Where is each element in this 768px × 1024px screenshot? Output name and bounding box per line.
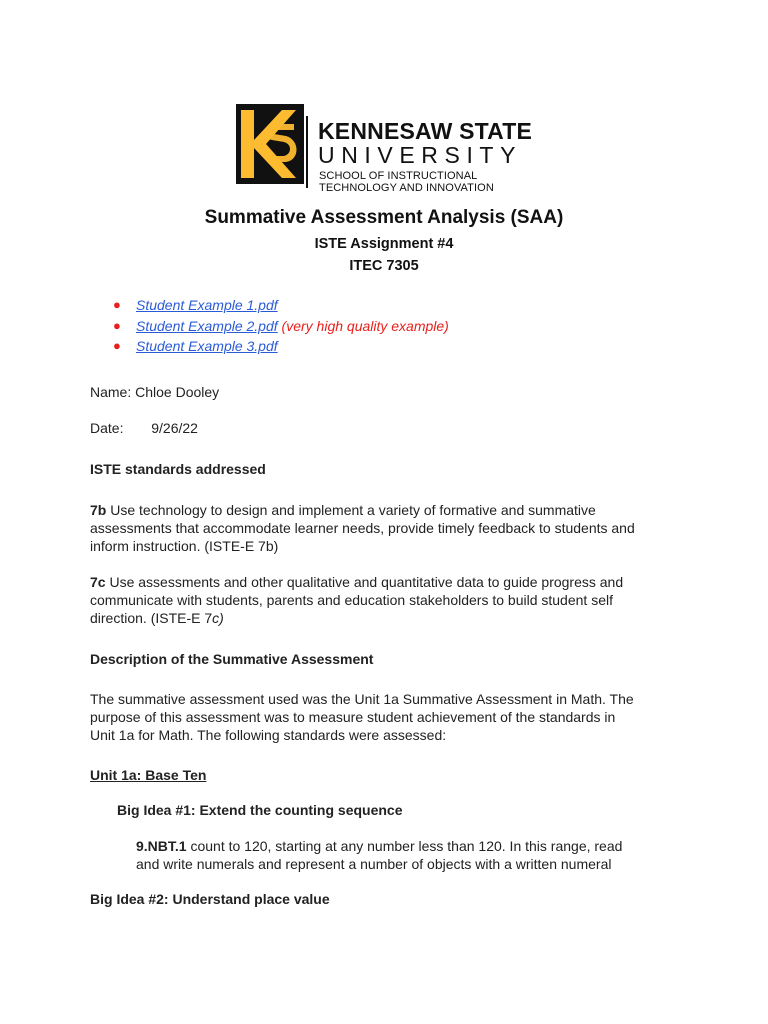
course-subtitle: ITEC 7305 <box>349 258 419 274</box>
logo-name: KENNESAW STATE <box>318 118 533 144</box>
standard-code: 9.NBT.1 <box>136 838 187 854</box>
big-idea-2: Big Idea #2: Understand place value <box>90 891 330 907</box>
name-line <box>90 383 690 401</box>
description-body <box>90 690 690 744</box>
standards-heading: ISTE standards addressed <box>90 461 266 477</box>
standard-text: and write numerals and represent a number of objects with a written numeral <box>136 856 612 872</box>
example-link-3[interactable]: Student Example 3.pdf <box>136 338 278 354</box>
example-link-2[interactable]: Student Example 2.pdf <box>136 317 278 334</box>
list-item <box>113 318 449 339</box>
assignment-subtitle: ISTE Assignment #4 <box>314 236 454 252</box>
name-label: Name: <box>90 384 132 400</box>
standard-7b <box>90 501 690 555</box>
standard-7c <box>90 573 690 627</box>
bullet-icon: ● <box>113 317 121 333</box>
description-heading: Description of the Summative Assessment <box>90 651 374 667</box>
standard-code: 7b <box>90 502 107 518</box>
date-line <box>90 419 690 437</box>
bullet-icon: ● <box>113 297 121 312</box>
standard-text: direction. (ISTE-E 7 <box>90 610 213 626</box>
logo-university: UNIVERSITY <box>318 142 523 168</box>
standard-text: communicate with students, parents and education stakeholders to build student self <box>90 592 613 608</box>
standard-code: 7c <box>90 574 106 590</box>
date-label: Date: <box>90 420 124 436</box>
standard-text: inform instruction. (ISTE-E 7b) <box>90 538 279 554</box>
logo-school-line1: SCHOOL OF INSTRUCTIONAL <box>319 170 478 182</box>
bullet-icon: ● <box>113 338 121 353</box>
standard-text: Use assessments and other qualitative and quantitative data to guide progress and <box>105 574 624 590</box>
description-text: The summative assessment used was the Unit 1a Summative Assessment in Math. The <box>90 691 634 707</box>
description-text: purpose of this assessment was to measure student achievement of the standards in <box>90 709 616 725</box>
ksu-logo <box>232 104 544 196</box>
standard-text: count to 120, starting at any number less than 120. In this range, read <box>186 838 623 854</box>
date-value: 9/26/22 <box>151 420 198 436</box>
big-idea-1: Big Idea #1: Extend the counting sequence <box>117 802 403 818</box>
standard-text: Use technology to design and implement a variety of formative and summative <box>106 502 596 518</box>
list-item <box>113 338 449 359</box>
standard-text-italic: c) <box>212 610 224 626</box>
example-note: (very high quality example) <box>281 317 449 334</box>
name-value: Chloe Dooley <box>135 384 220 400</box>
example-link-1[interactable]: Student Example 1.pdf <box>136 297 278 313</box>
ksu-monogram-icon <box>232 104 304 184</box>
description-text: Unit 1a for Math. The following standards were assessed: <box>90 727 447 743</box>
standard-nbt1 <box>136 837 696 873</box>
logo-school-line2: TECHNOLOGY AND INNOVATION <box>319 182 494 194</box>
logo-divider <box>306 116 308 188</box>
list-item <box>113 297 449 318</box>
unit-title: Unit 1a: Base Ten <box>90 767 207 783</box>
document-title: Summative Assessment Analysis (SAA) <box>204 207 564 228</box>
standard-text: assessments that accommodate learner needs, provide timely feedback to students and <box>90 520 635 536</box>
example-list <box>113 297 449 359</box>
